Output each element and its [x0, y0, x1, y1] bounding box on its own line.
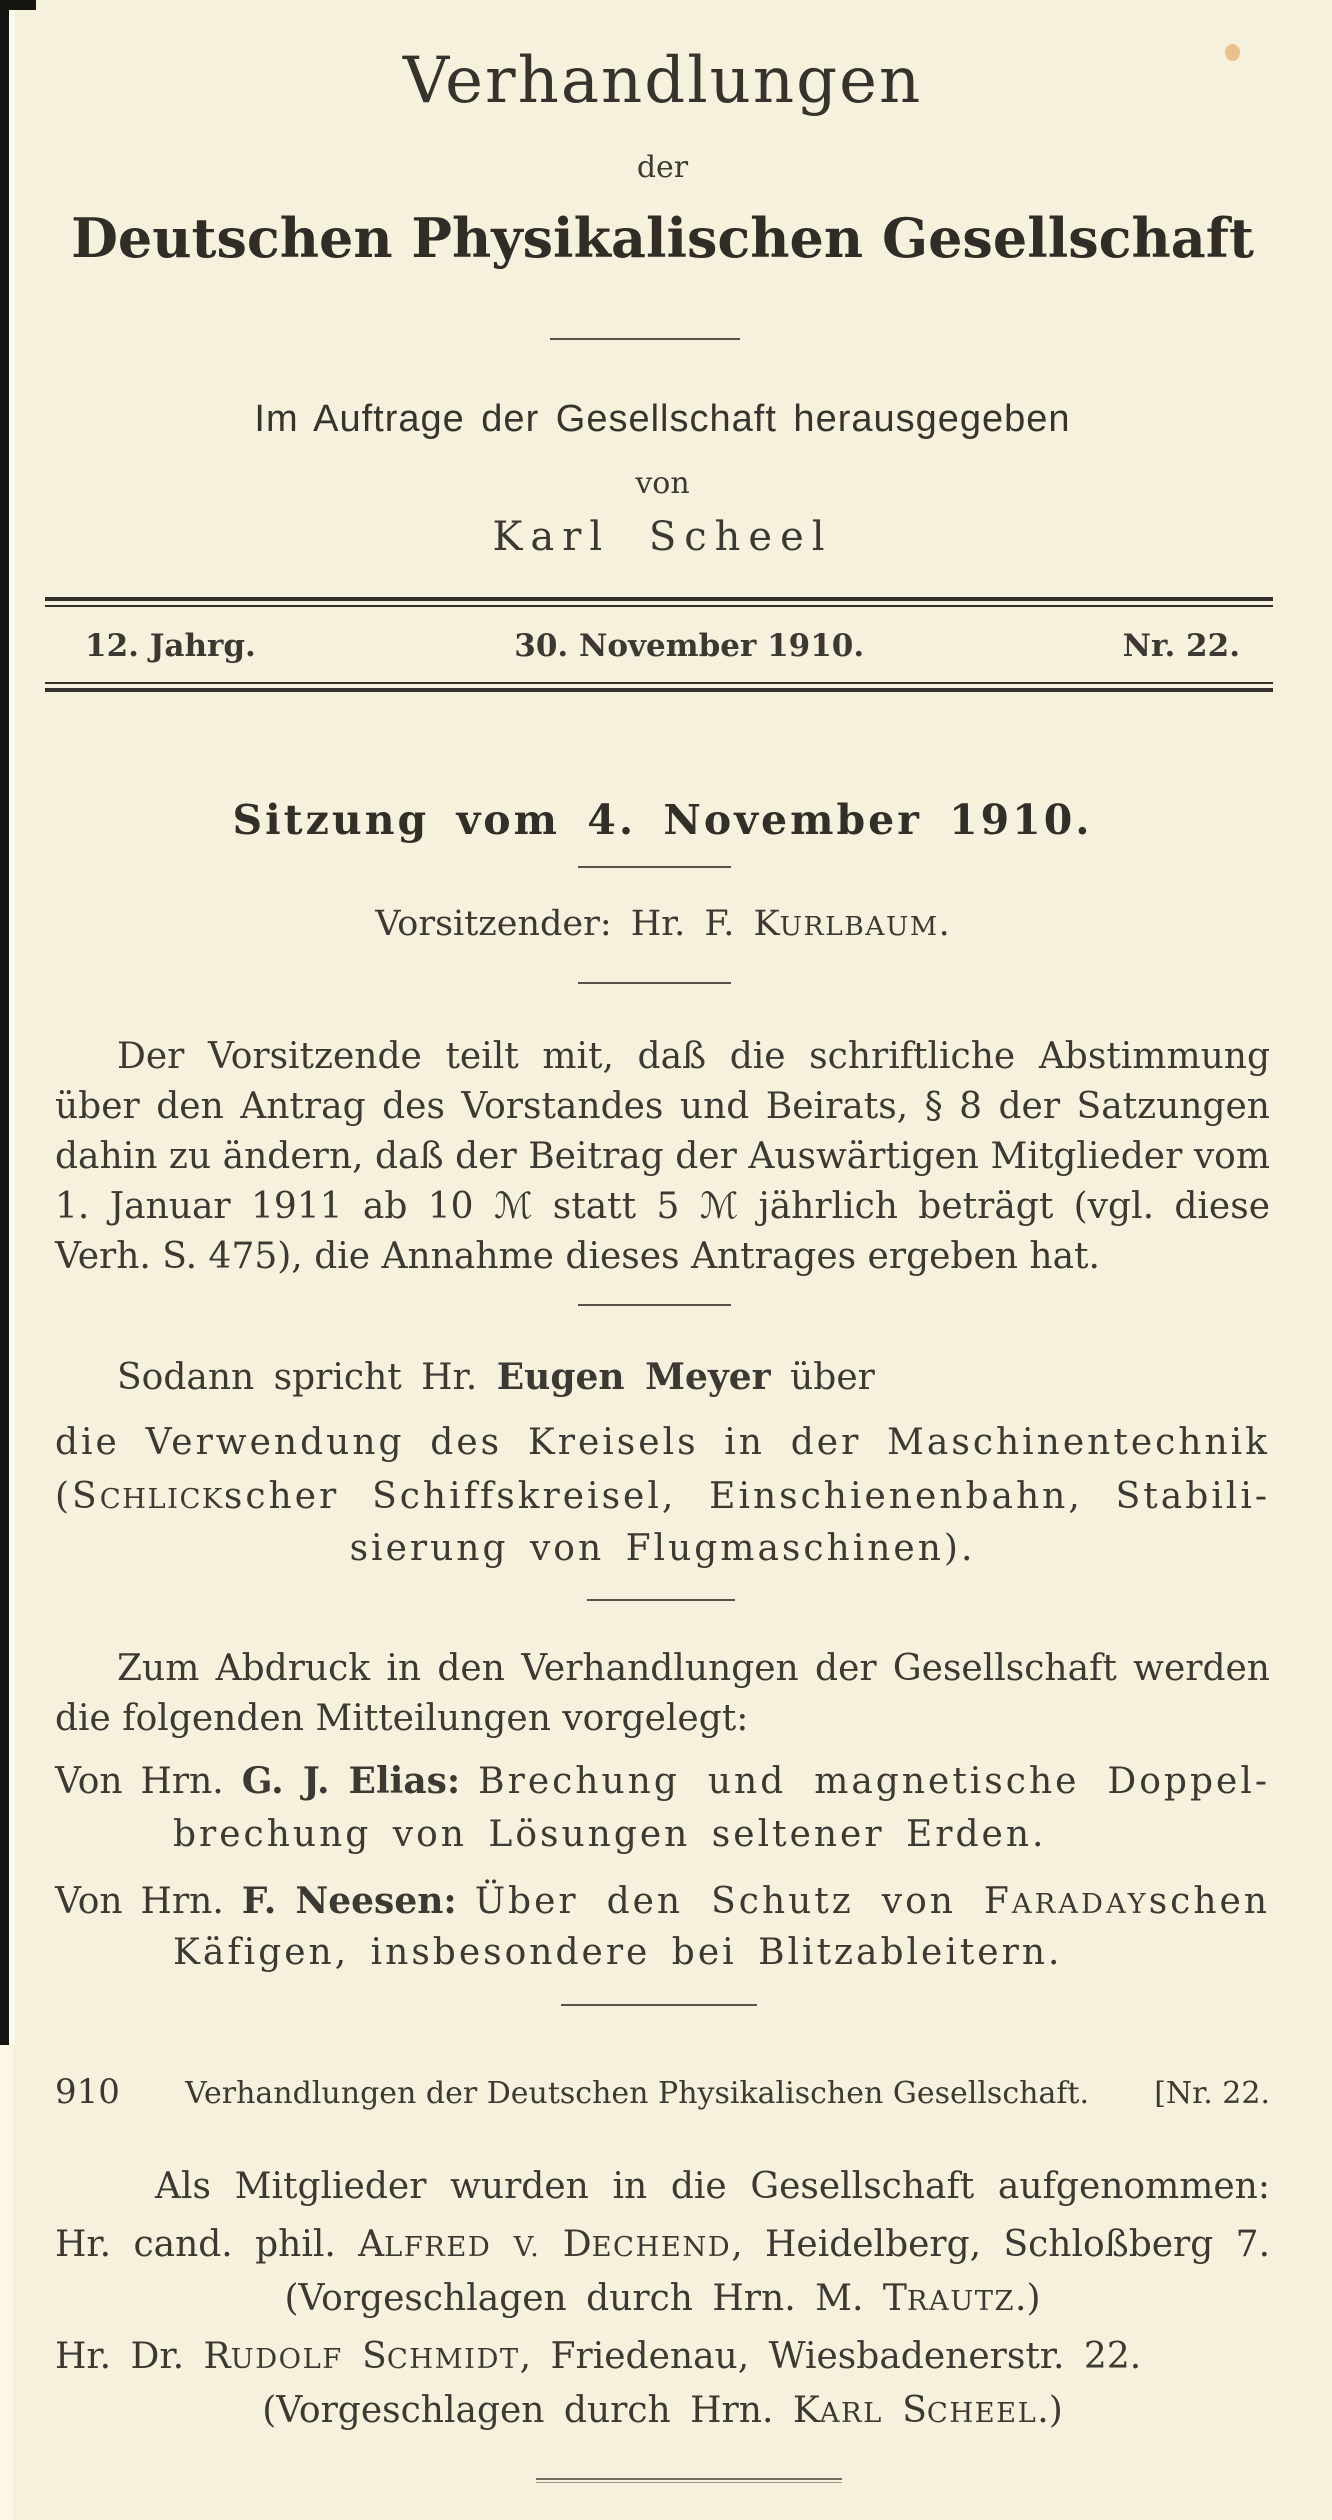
member-dechend-line: Hr. cand. phil. ALFRED V. DECHEND, Heidelberg, Schloßberg 7. [55, 2224, 1271, 2265]
journal-title: Verhandlungen [402, 44, 923, 118]
talk-title-line-1: die Verwendung des Kreisels in der Maschinentechnik [55, 1422, 1270, 1463]
submissions-intro-line-1: Zum Abdruck in den Verhandlungen der Gesellschaft werden [117, 1648, 1270, 1689]
journal-title-of: der [636, 150, 689, 185]
issue-number-label: Nr. 22. [1122, 628, 1240, 664]
society-name: Deutschen Physikalischen Gesellschaft [71, 206, 1254, 270]
section-rule-2 [578, 982, 731, 984]
submission-elias-line-1: Von Hrn. G. J. Elias: Brechung und magnetische Doppel- [55, 1760, 1270, 1802]
submission-neesen-line-2: Käfigen, insbesondere bei Blitzableitern. [173, 1932, 1063, 1973]
member-schmidt-proposer: (Vorgeschlagen durch Hrn. KARL SCHEEL.) [262, 2390, 1063, 2431]
running-title: Verhandlungen der Deutschen Physikalischen Gesellschaft. [185, 2076, 1090, 2111]
closing-rule [536, 2478, 842, 2483]
member-dechend-proposer: (Vorgeschlagen durch Hrn. M. TRAUTZ.) [284, 2278, 1041, 2319]
scan-edge-bottom-white [0, 2045, 13, 2520]
masthead-top-double-rule [45, 597, 1273, 607]
editor-name: Karl Scheel [492, 514, 833, 560]
members-heading: Als Mitglieder wurden in die Gesellschaft aufgenommen: [155, 2166, 1270, 2207]
scan-edge-black-strip [0, 0, 9, 2045]
resolution-line-5: Verh. S. 475), die Annahme dieses Antrages ergeben hat. [55, 1236, 1100, 1277]
talk-title-line-3: sierung von Flugmaschinen). [349, 1528, 976, 1569]
resolution-line-3: dahin zu ändern, daß der Beitrag der Auswärtigen Mitglieder vom [55, 1136, 1270, 1177]
running-head [55, 2072, 1270, 2112]
submissions-intro-line-2: die folgenden Mitteilungen vorgelegt: [55, 1698, 749, 1739]
member-schmidt-line: Hr. Dr. RUDOLF SCHMIDT, Friedenau, Wiesbadenerstr. 22. [55, 2336, 1142, 2377]
session-heading: Sitzung vom 4. November 1910. [232, 796, 1093, 844]
issue-date-label: 30. November 1910. [514, 628, 865, 664]
submission-neesen-line-1: Von Hrn. F. Neesen: Über den Schutz von FARADAYschen [55, 1880, 1270, 1922]
section-rule-3 [578, 1304, 731, 1306]
scan-corner-black-mark [0, 0, 36, 10]
resolution-line-2: über den Antrag des Vorstandes und Beirats, § 8 der Satzungen [55, 1086, 1270, 1127]
commission-line: Im Auftrage der Gesellschaft herausgegeben [254, 398, 1071, 440]
title-divider-rule [550, 338, 740, 340]
by-line: von [635, 466, 690, 501]
resolution-line-1: Der Vorsitzende teilt mit, daß die schriftliche Abstimmung [117, 1036, 1270, 1077]
section-rule-1 [578, 866, 731, 868]
volume-label: 12. Jahrg. [85, 628, 256, 664]
chair-line: Vorsitzender: Hr. F. KURLBAUM. [375, 904, 950, 944]
resolution-line-4: 1. Januar 1911 ab 10 ℳ statt 5 ℳ jährlich beträgt (vgl. diese [55, 1186, 1271, 1227]
talk-intro-line: Sodann spricht Hr. Eugen Meyer über [117, 1356, 875, 1398]
section-rule-4 [587, 1599, 735, 1601]
talk-title-line-2: (SCHLICKscher Schiffskreisel, Einschienenbahn, Stabili- [55, 1476, 1270, 1517]
scan-edge-white-sliver [9, 0, 15, 2045]
submission-elias-line-2: brechung von Lösungen seltener Erden. [173, 1814, 1047, 1855]
running-issue-ref: [Nr. 22. [1154, 2076, 1270, 2111]
page-number: 910 [55, 2072, 120, 2112]
masthead-bottom-double-rule [45, 682, 1273, 692]
section-rule-5 [561, 2004, 757, 2006]
masthead-issue-row [55, 628, 1270, 664]
